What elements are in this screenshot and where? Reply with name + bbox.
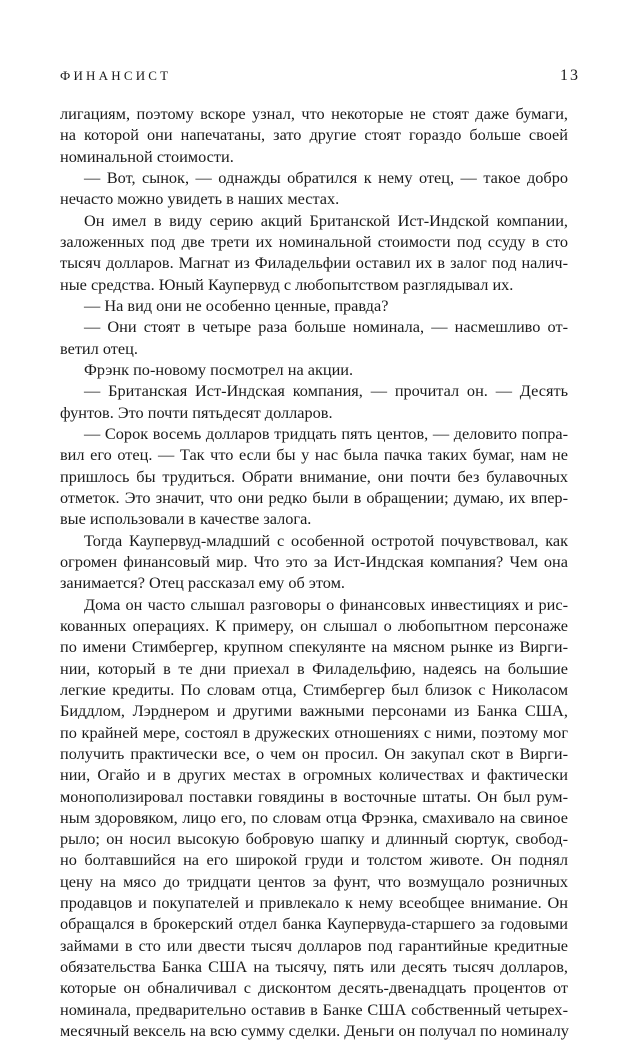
- text-line: Он имел в виду серию акций Британской Ист-Индской компании,: [84, 210, 568, 230]
- text-line: — Вот, сынок, — однажды обратился к нему отец, — такое добро: [84, 167, 568, 187]
- text-line: заложенных под две трети их номинальной стоимости под ссуду в сто: [60, 231, 568, 251]
- text-line: лигациям, поэтому вскоре узнал, что некоторые не стоят даже бумаги,: [60, 104, 568, 123]
- text-line: обращался в брокерский отдел банка Каупервуда-старшего за годовыми: [60, 914, 568, 934]
- text-line: огромен финансовый мир. Что это за Ист-Индская компания? Чем она: [60, 551, 568, 571]
- text-line: вые использовали в качестве залога.: [60, 509, 312, 529]
- text-line: Тогда Каупервуд-младший с особенной остротой почувствовал, как: [84, 530, 568, 550]
- text-line: — Британская Ист-Индская компания, — прочитал он. — Десять: [84, 381, 568, 401]
- text-line: продавцов и покупателей и привлекало к нему всеобщее внимание. Он: [60, 893, 568, 913]
- text-line: нии, Огайо и в других местах в огромных количествах и фактически: [60, 765, 568, 785]
- text-line: Биддлом, Лэрднером и другими важными персонами из Банка США,: [60, 701, 568, 721]
- text-line: пришлось бы трудиться. Обрати внимание, они почти без булавочных: [60, 466, 568, 486]
- running-head: [60, 66, 580, 86]
- text-line: ные средства. Юный Каупервуд с любопытством разглядывал их.: [60, 274, 514, 294]
- text-line: рыло; он носил высокую бобровую шапку и длинный сюртук, свобод-: [60, 829, 568, 849]
- page-number: 13: [560, 67, 580, 84]
- text-line: которые он обналичивал с дисконтом десять-двенадцать процентов от: [60, 978, 568, 998]
- text-line: номинала, предварительно оставив в Банке США собственный четырех-: [60, 999, 568, 1019]
- text-line: Фрэнк по-новому посмотрел на акции.: [84, 359, 354, 379]
- text-line: обязательства Банка США на тысячу, пять или десять тысяч долларов,: [60, 957, 568, 977]
- text-line: монополизировал поставки говядины в восточные штаты. Он был рум-: [60, 786, 568, 806]
- text-line: ветил отец.: [60, 338, 138, 358]
- body-text: [60, 103, 568, 1041]
- text-line: нии, который в те дни приехал в Филадельфию, надеясь на большие: [60, 658, 568, 678]
- text-line: легкие кредиты. По словам отца, Стимбергер был близок с Николасом: [60, 679, 568, 699]
- text-line: — На вид они не особенно ценные, правда?: [84, 295, 389, 315]
- text-line: по имени Стимбергер, крупном спекулянте на мясном рынке из Вирги-: [60, 637, 568, 657]
- text-line: тысяч долларов. Магнат из Филадельфии оставил их в залог под налич-: [60, 253, 568, 273]
- text-line: — Они стоят в четыре раза больше номинала, — насмешливо от-: [84, 317, 568, 337]
- text-line: номинальной стоимости.: [60, 146, 234, 166]
- text-line: фунтов. Это почти пятьдесят долларов.: [60, 402, 333, 422]
- text-line: отметок. Это значит, что они редко были в обращении; думаю, их впер-: [60, 487, 568, 507]
- text-line: вил его отец. — Так что если бы у нас была пачка таких бумаг, нам не: [60, 445, 568, 465]
- text-line: нечасто можно увидеть в наших местах.: [60, 189, 340, 209]
- running-title: ФИНАНСИСТ: [60, 68, 172, 83]
- text-line: но болтавшийся на его широкой груди и толстом животе. Он поднял: [60, 850, 568, 870]
- text-line: занимается? Отец рассказал ему об этом.: [60, 573, 345, 593]
- text-line: месячный вексель на всю сумму сделки. Деньги он получал по номиналу: [60, 1021, 569, 1041]
- text-line: ным здоровяком, лицо его, по словам отца Фрэнка, смахивало на свиное: [60, 807, 568, 827]
- text-line: получить практически все, о чем он просил. Он закупал скот в Вирги-: [60, 743, 568, 763]
- text-line: займами в сто или двести тысяч долларов под гарантийные кредитные: [60, 935, 568, 955]
- text-line: кованных операциях. К примеру, он слышал о любопытном персонаже: [60, 615, 568, 635]
- text-line: цену на мясо до тридцати центов за фунт, что возмущало розничных: [60, 871, 568, 891]
- text-line: на которой они напечатаны, зато другие стоят гораздо больше своей: [60, 125, 568, 145]
- text-line: — Сорок восемь долларов тридцать пять центов, — деловито попра-: [84, 423, 568, 443]
- text-line: по крайней мере, состоял в дружеских отношениях с ними, поэтому мог: [60, 722, 568, 742]
- text-line: Дома он часто слышал разговоры о финансовых инвестициях и рис-: [84, 594, 568, 614]
